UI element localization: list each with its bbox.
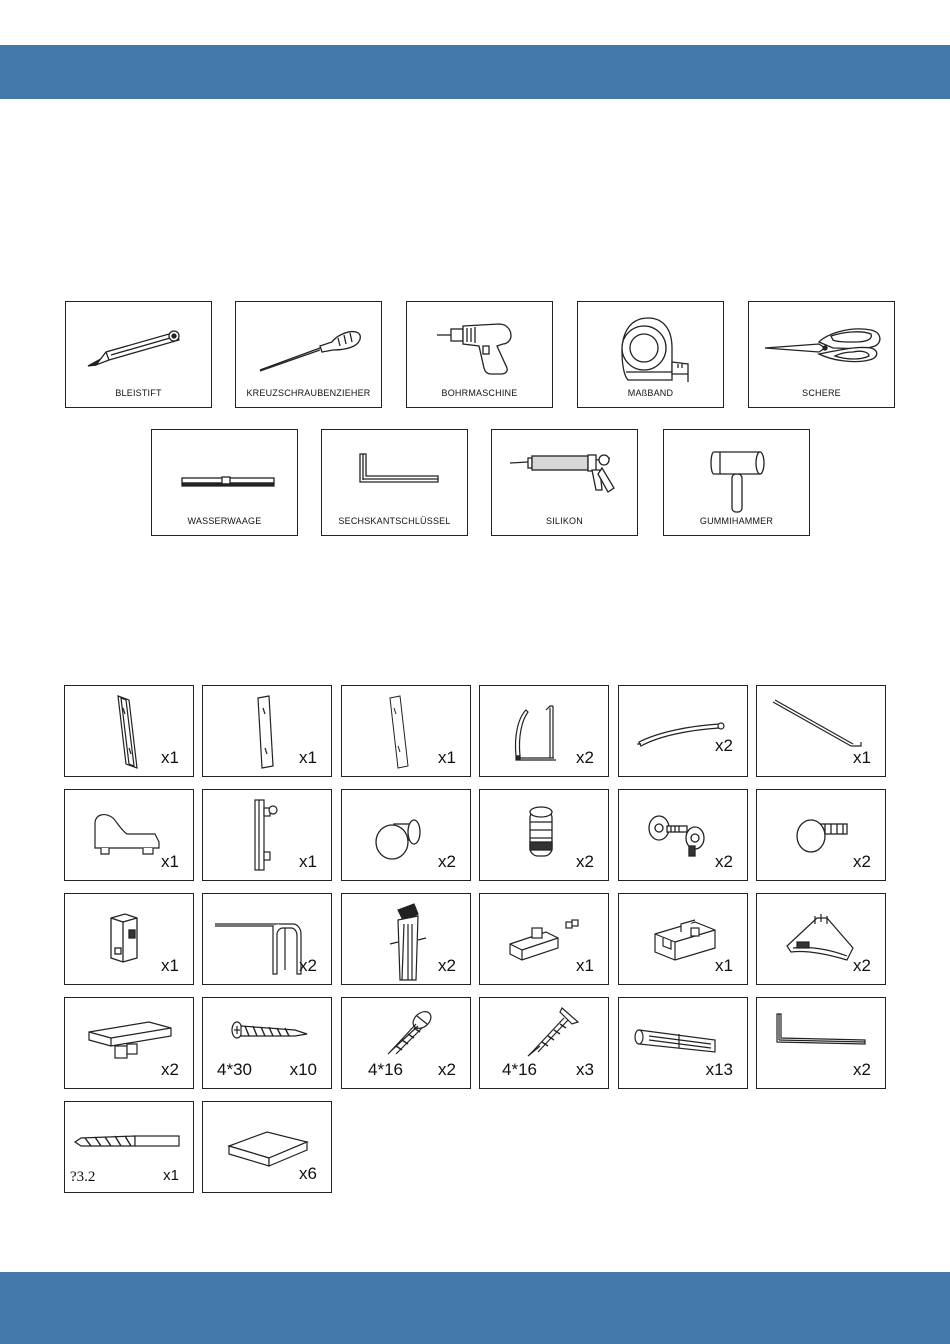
part-card [756, 997, 886, 1089]
header-band [0, 45, 950, 99]
part-card [64, 685, 194, 777]
tool-card-scissors [748, 301, 895, 408]
part-card [618, 789, 748, 881]
tool-label: BOHRMASCHINE [441, 388, 518, 398]
tool-label: KREUZSCHRAUBENZIEHER [246, 388, 371, 398]
qty-label: x1 [161, 748, 179, 767]
qty-label: x2 [853, 852, 871, 871]
qty-label: x2 [715, 852, 733, 871]
qty-label: x1 [576, 956, 594, 975]
part-card [618, 997, 748, 1089]
qty-label: x2 [715, 736, 733, 755]
part-card [202, 997, 332, 1089]
tool-label: SILIKON [546, 516, 583, 526]
qty-label: x1 [438, 748, 456, 767]
qty-label: x1 [853, 748, 871, 767]
part-card [341, 893, 471, 985]
part-card [479, 685, 609, 777]
part-card [618, 685, 748, 777]
tool-card-rubber-mallet [663, 429, 810, 536]
part-card [756, 789, 886, 881]
part-card [341, 789, 471, 881]
qty-label: x3 [576, 1060, 594, 1079]
part-card [479, 997, 609, 1089]
size-label: ?3.2 [70, 1169, 96, 1185]
tool-label: MAßBAND [627, 388, 674, 398]
part-card [202, 893, 332, 985]
qty-label: x2 [576, 748, 594, 767]
tool-card-hex-key [321, 429, 468, 536]
part-card [64, 997, 194, 1089]
tool-label: SCHERE [802, 388, 841, 398]
qty-label: x1 [161, 852, 179, 871]
tool-card-pencil [65, 301, 212, 408]
size-label: 4*16 [502, 1060, 537, 1079]
curved-rail-icon [619, 686, 749, 778]
qty-label: x2 [576, 852, 594, 871]
tool-card-tape-measure [577, 301, 724, 408]
part-card [479, 789, 609, 881]
size-label: 4*30 [217, 1060, 252, 1079]
qty-label: x2 [438, 852, 456, 871]
qty-label: x2 [161, 1060, 179, 1079]
part-card [756, 685, 886, 777]
part-card [341, 685, 471, 777]
qty-label: x2 [853, 1060, 871, 1079]
qty-label: x1 [163, 1167, 179, 1184]
part-card [64, 789, 194, 881]
tool-label: SECHSKANTSCHLÜSSEL [338, 516, 451, 526]
qty-label: x2 [853, 956, 871, 975]
qty-label: x1 [299, 852, 317, 871]
size-label: 4*16 [368, 1060, 403, 1079]
footer-band [0, 1272, 950, 1344]
qty-label: x1 [715, 956, 733, 975]
part-card [202, 1101, 332, 1193]
qty-label: x1 [299, 748, 317, 767]
tool-card-spirit-level [151, 429, 298, 536]
qty-label: x2 [438, 956, 456, 975]
part-card [479, 893, 609, 985]
part-card [756, 893, 886, 985]
qty-label: x2 [299, 956, 317, 975]
part-card [202, 789, 332, 881]
tool-card-drill [406, 301, 553, 408]
qty-label: x13 [705, 1060, 733, 1079]
tool-card-caulking-gun [491, 429, 638, 536]
tool-label: GUMMIHAMMER [699, 516, 774, 526]
part-card [341, 997, 471, 1089]
qty-label: x2 [438, 1060, 456, 1079]
qty-label: x1 [161, 956, 179, 975]
qty-label: x6 [299, 1164, 317, 1183]
part-card [618, 893, 748, 985]
part-card [64, 1101, 194, 1193]
qty-label: x10 [289, 1060, 317, 1079]
tool-label: BLEISTIFT [115, 388, 162, 398]
tool-label: WASSERWAAGE [187, 516, 262, 526]
part-card [64, 893, 194, 985]
part-card [202, 685, 332, 777]
tool-card-screwdriver [235, 301, 382, 408]
